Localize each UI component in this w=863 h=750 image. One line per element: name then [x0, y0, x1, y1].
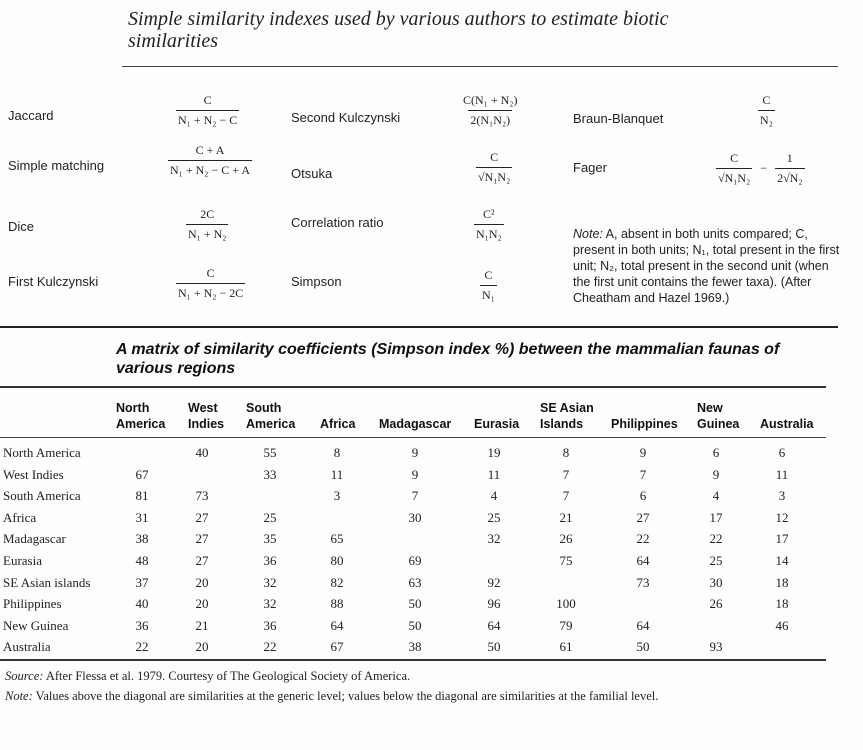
- table-cell: 11: [330, 466, 344, 482]
- row-label: Eurasia: [3, 553, 42, 568]
- column-header: Madagascar: [379, 417, 452, 431]
- column-header: Eurasia: [474, 417, 520, 431]
- otsuka-numerator: C: [490, 150, 499, 164]
- column-header: Africa: [320, 417, 356, 431]
- table-cell: 6: [778, 445, 786, 460]
- table-cell: 67: [330, 639, 344, 655]
- jaccard-denominator: N₁ + N₂ − C: [176, 110, 239, 128]
- table-cell: 36: [263, 617, 277, 633]
- table-cell: 80: [330, 553, 344, 568]
- table-cell: 64: [636, 553, 650, 568]
- table-cell: 38: [135, 531, 149, 547]
- braun-blanquet-label: Braun-Blanquet: [573, 111, 664, 126]
- table-cell: 27: [195, 531, 209, 547]
- table-cell: 22: [636, 531, 650, 547]
- jaccard-numerator: C: [203, 93, 212, 107]
- table-cell: 18: [775, 574, 789, 590]
- matrix-source: [5, 669, 410, 684]
- table-cell: 33: [263, 466, 277, 482]
- column-header: West Indies: [188, 401, 225, 431]
- table-cell: 79: [559, 617, 573, 633]
- jaccard-label: Jaccard: [8, 108, 54, 123]
- table-cell: 93: [709, 639, 723, 655]
- table-cell: 50: [408, 617, 422, 633]
- source-label: Source:: [5, 669, 44, 683]
- header-rule: [0, 437, 826, 438]
- table-cell: 27: [195, 553, 209, 568]
- table-cell: 22: [709, 531, 723, 547]
- fager-formula: [716, 151, 752, 186]
- table-cell: 11: [487, 466, 501, 482]
- column-header: Philippines: [611, 417, 678, 431]
- table-cell: 21: [559, 509, 573, 525]
- braun-blanquet-formula: [758, 93, 775, 128]
- simple-matching-denominator: N₁ + N₂ − C + A: [168, 160, 252, 178]
- second-kulczynski-numerator: C(N₁ + N₂): [463, 93, 518, 107]
- table-cell: 30: [709, 574, 723, 590]
- row-label: Madagascar: [3, 531, 66, 547]
- section-divider: [0, 326, 838, 328]
- table-cell: 40: [135, 596, 149, 612]
- row-label: Africa: [3, 509, 37, 525]
- jaccard-formula: [176, 93, 239, 128]
- table-cell: 35: [263, 531, 277, 547]
- table-cell: 63: [408, 574, 422, 590]
- simpson-formula: [480, 268, 497, 303]
- row-label: West Indies: [3, 466, 64, 482]
- table-cell: 32: [263, 596, 277, 612]
- fager-formula-group: [716, 151, 805, 186]
- braun-blanquet-numerator: C: [762, 93, 771, 107]
- simple-matching-formula: [168, 143, 252, 178]
- table-cell: 82: [330, 574, 344, 590]
- table-cell: 9: [639, 445, 647, 460]
- table-cell: 21: [195, 617, 209, 633]
- column-header: South America: [246, 401, 296, 431]
- dice-denominator: N₁ + N₂: [186, 224, 228, 242]
- title-rule: [122, 66, 838, 67]
- row-label: South America: [3, 488, 81, 504]
- correlation-ratio-numerator: C²: [483, 207, 495, 221]
- index-note-label: Note:: [573, 227, 603, 241]
- table-cell: 36: [135, 617, 149, 633]
- table-cell: 14: [775, 553, 789, 568]
- fager-label: Fager: [573, 160, 607, 175]
- table-cell: 38: [408, 639, 422, 655]
- simpson-label: Simpson: [291, 274, 342, 289]
- table-cell: 50: [487, 639, 501, 655]
- braun-blanquet-denominator: N₂: [758, 110, 775, 128]
- table-cell: 92: [487, 574, 501, 590]
- table-cell: 75: [559, 553, 573, 568]
- table-cell: 32: [263, 574, 277, 590]
- table-cell: 9: [712, 466, 720, 482]
- first-kulczynski-label: First Kulczynski: [8, 274, 99, 289]
- table-cell: 17: [775, 531, 789, 547]
- table-cell: 61: [559, 639, 573, 655]
- simpson-numerator: C: [484, 268, 493, 282]
- table-cell: 7: [411, 488, 419, 504]
- row-label: SE Asian islands: [3, 574, 91, 590]
- table-cell: 46: [775, 617, 789, 633]
- dice-label: Dice: [8, 219, 35, 234]
- simple-matching-numerator: C + A: [195, 143, 225, 157]
- row-label: North America: [3, 445, 81, 460]
- second-kulczynski-formula: [461, 93, 519, 128]
- first-kulczynski-denominator: N₁ + N₂ − 2C: [176, 283, 245, 301]
- table-cell: 9: [411, 445, 419, 460]
- table-cell: 3: [333, 488, 341, 504]
- table-cell: 96: [487, 596, 501, 612]
- second-kulczynski-denominator: 2(N₁N₂): [468, 110, 512, 128]
- table-cell: 18: [775, 596, 789, 612]
- table-cell: 26: [709, 596, 723, 612]
- table-cell: 40: [195, 445, 209, 460]
- table-cell: 11: [775, 466, 789, 482]
- row-label: Philippines: [3, 596, 62, 612]
- table-cell: 22: [263, 639, 277, 655]
- table-cell: 50: [636, 639, 650, 655]
- first-kulczynski-numerator: C: [206, 266, 215, 280]
- fager-numerator: C: [730, 151, 739, 165]
- table-cell: 17: [709, 509, 723, 525]
- table-cell: 4: [712, 488, 720, 504]
- fager-numerator: 1: [786, 151, 793, 165]
- table-cell: 7: [562, 466, 570, 482]
- table-cell: 26: [559, 531, 573, 547]
- table-cell: 64: [487, 617, 501, 633]
- table-cell: 20: [195, 596, 209, 612]
- table-cell: 73: [195, 488, 209, 504]
- matrix-title: A matrix of similarity coefficients (Simpson index %) between the mammalian faunas of various regions: [116, 341, 780, 377]
- table-cell: 8: [333, 445, 341, 460]
- similarity-indexes-title: Simple similarity indexes used by various authors to estimate biotic similarities: [128, 8, 669, 52]
- table-cell: 27: [636, 509, 650, 525]
- dice-numerator: 2C: [200, 207, 215, 221]
- table-cell: 25: [263, 509, 277, 525]
- table-cell: 48: [135, 553, 149, 568]
- table-cell: 69: [408, 553, 422, 568]
- table-cell: 12: [775, 509, 789, 525]
- table-cell: 73: [636, 574, 650, 590]
- correlation-ratio-label: Correlation ratio: [291, 215, 384, 230]
- matrix-top-rule: [0, 386, 826, 388]
- source-text: After Flessa et al. 1979. Courtesy of The Geological Society of America.: [43, 669, 411, 683]
- table-cell: 6: [639, 488, 647, 504]
- column-header: Australia: [760, 417, 814, 431]
- first-kulczynski-formula: [176, 266, 245, 301]
- table-cell: 7: [639, 466, 647, 482]
- index-note-text: A, absent in both units compared; C, present in both units; N₁, total present in the first unit; N₂, total present in the second unit (when the first unit contains the fewer taxa). (After Cheatham and Hazel 1969.): [573, 227, 840, 305]
- column-header: New Guinea: [697, 401, 740, 431]
- table-cell: 6: [712, 445, 720, 460]
- simpson-denominator: N₁: [480, 285, 497, 303]
- second-kulczynski-label: Second Kulczynski: [291, 110, 401, 125]
- matrix-note-label: Note:: [5, 689, 33, 703]
- table-cell: 36: [263, 553, 277, 568]
- table-cell: 65: [330, 531, 344, 547]
- column-header: SE Asian Islands: [540, 401, 594, 431]
- fager-denominator: 2√N₂: [775, 168, 804, 186]
- table-cell: 67: [135, 466, 149, 482]
- table-cell: 64: [330, 617, 344, 633]
- table-cell: 20: [195, 639, 209, 655]
- matrix-note-text: Values above the diagonal are similarities at the generic level; values below the diagonal are similarities at the familial level.: [32, 689, 659, 703]
- fager-operator: −: [760, 161, 768, 175]
- table-cell: 37: [135, 574, 149, 590]
- otsuka-denominator: √N₁N₂: [476, 167, 512, 185]
- table-cell: 22: [135, 639, 149, 655]
- table-cell: 19: [487, 445, 501, 460]
- table-cell: 25: [487, 509, 501, 525]
- table-cell: 9: [411, 466, 419, 482]
- table-cell: 32: [487, 531, 501, 547]
- table-cell: 30: [408, 509, 422, 525]
- table-cell: 100: [556, 596, 576, 612]
- correlation-ratio-formula: [474, 207, 504, 242]
- matrix-note: [5, 689, 658, 704]
- fager-formula: [775, 151, 804, 186]
- table-cell: 50: [408, 596, 422, 612]
- table-cell: 8: [562, 445, 570, 460]
- table-cell: 64: [636, 617, 650, 633]
- dice-formula: [186, 207, 228, 242]
- table-cell: 81: [135, 488, 149, 504]
- otsuka-label: Otsuka: [291, 166, 333, 181]
- table-cell: 25: [709, 553, 723, 568]
- table-cell: 31: [135, 509, 149, 525]
- simple-matching-label: Simple matching: [8, 158, 105, 173]
- matrix-bottom-rule: [0, 659, 826, 661]
- table-cell: 3: [778, 488, 786, 504]
- index-note: [573, 226, 841, 306]
- table-cell: 55: [263, 445, 277, 460]
- column-header: North America: [116, 401, 166, 431]
- table-cell: 88: [330, 596, 344, 612]
- table-cell: 4: [490, 488, 498, 504]
- table-cell: 20: [195, 574, 209, 590]
- correlation-ratio-denominator: N₁N₂: [474, 224, 504, 242]
- fager-denominator: √N₁N₂: [716, 168, 752, 186]
- otsuka-formula: [476, 150, 512, 185]
- row-label: New Guinea: [3, 617, 69, 633]
- row-label: Australia: [3, 639, 51, 655]
- table-cell: 27: [195, 509, 209, 525]
- table-cell: 7: [562, 488, 570, 504]
